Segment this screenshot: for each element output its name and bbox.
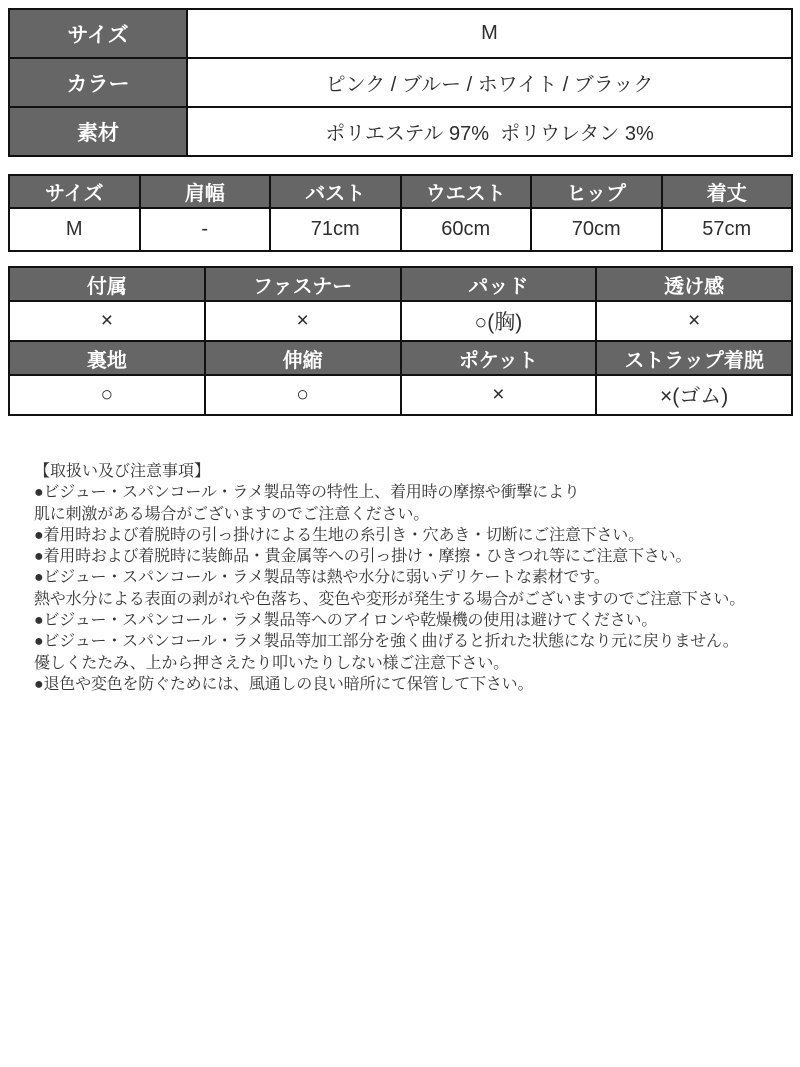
feature-value-pocket: ×	[401, 375, 597, 415]
care-note-line: 優しくたたみ、上から押さえたり叩いたりしない様ご注意下さい。	[34, 654, 509, 672]
table-row	[9, 107, 792, 156]
care-note-line: ●ビジュー・スパンコール・ラメ製品等の特性上、着用時の摩擦や衝撃により	[34, 484, 580, 502]
overview-value-color: ピンク / ブルー / ホワイト / ブラック	[187, 58, 792, 107]
care-note-line: ●着用時および着脱時に装飾品・貴金属等への引っ掛け・摩擦・ひきつれ等にご注意下さい。	[34, 548, 692, 566]
feature-header-accessory: 付属	[9, 267, 205, 301]
size-header-length: 着丈	[662, 175, 793, 208]
care-note-line: 肌に刺激がある場合がございますのでご注意ください。	[34, 505, 430, 523]
table-row	[9, 9, 792, 58]
feature-header-fastener: ファスナー	[205, 267, 401, 301]
size-value-size: M	[9, 208, 140, 251]
care-note-line: ●ビジュー・スパンコール・ラメ製品等は熱や水分に弱いデリケートな素材です。	[34, 569, 610, 587]
size-header-bust: バスト	[270, 175, 401, 208]
size-value-bust: 71cm	[270, 208, 401, 251]
feature-value-strap: ×(ゴム)	[596, 375, 792, 415]
overview-label-material: 素材	[9, 107, 187, 156]
feature-value-accessory: ×	[9, 301, 205, 341]
care-note-line: ●退色や変色を防ぐためには、風通しの良い暗所にて保管して下さい。	[34, 675, 534, 693]
size-value-hip: 70cm	[531, 208, 662, 251]
care-note-line: ●着用時および着脱時の引っ掛けによる生地の糸引き・穴あき・切断にご注意下さい。	[34, 526, 644, 544]
feature-header-strap: ストラップ着脱	[596, 341, 792, 375]
size-header-size: サイズ	[9, 175, 140, 208]
size-value-waist: 60cm	[401, 208, 532, 251]
feature-header-pad: パッド	[401, 267, 597, 301]
table-row	[9, 301, 792, 341]
feature-value-fastener: ×	[205, 301, 401, 341]
overview-label-size: サイズ	[9, 9, 187, 58]
size-header-hip: ヒップ	[531, 175, 662, 208]
size-value-length: 57cm	[662, 208, 793, 251]
size-header-waist: ウエスト	[401, 175, 532, 208]
size-measurements-table	[8, 174, 793, 252]
feature-header-sheerness: 透け感	[596, 267, 792, 301]
table-header-row	[9, 267, 792, 301]
feature-value-sheerness: ×	[596, 301, 792, 341]
care-note-line: ●ビジュー・スパンコール・ラメ製品等へのアイロンや乾燥機の使用は避けてください。	[34, 612, 658, 630]
feature-value-stretch: ○	[205, 375, 401, 415]
feature-header-stretch: 伸縮	[205, 341, 401, 375]
table-row	[9, 375, 792, 415]
product-overview-table	[8, 8, 793, 157]
care-note-line: 熱や水分による表面の剥がれや色落ち、変色や変形が発生する場合がございますのでご注意下さい。	[34, 590, 746, 608]
size-value-shoulder: -	[140, 208, 271, 251]
overview-value-material: ポリエステル 97% ポリウレタン 3%	[187, 107, 792, 156]
care-notes	[34, 461, 772, 695]
table-row	[9, 58, 792, 107]
feature-header-lining: 裏地	[9, 341, 205, 375]
care-note-line: ●ビジュー・スパンコール・ラメ製品等加工部分を強く曲げると折れた状態になり元に戻りません。	[34, 633, 739, 651]
feature-value-pad: ○(胸)	[401, 301, 597, 341]
feature-header-pocket: ポケット	[401, 341, 597, 375]
care-notes-title: 【取扱い及び注意事項】	[34, 463, 211, 480]
table-header-row	[9, 175, 792, 208]
feature-value-lining: ○	[9, 375, 205, 415]
overview-label-color: カラー	[9, 58, 187, 107]
size-header-shoulder: 肩幅	[140, 175, 271, 208]
overview-value-size: M	[187, 9, 792, 58]
feature-table	[8, 266, 793, 416]
table-header-row	[9, 341, 792, 375]
table-row	[9, 208, 792, 251]
